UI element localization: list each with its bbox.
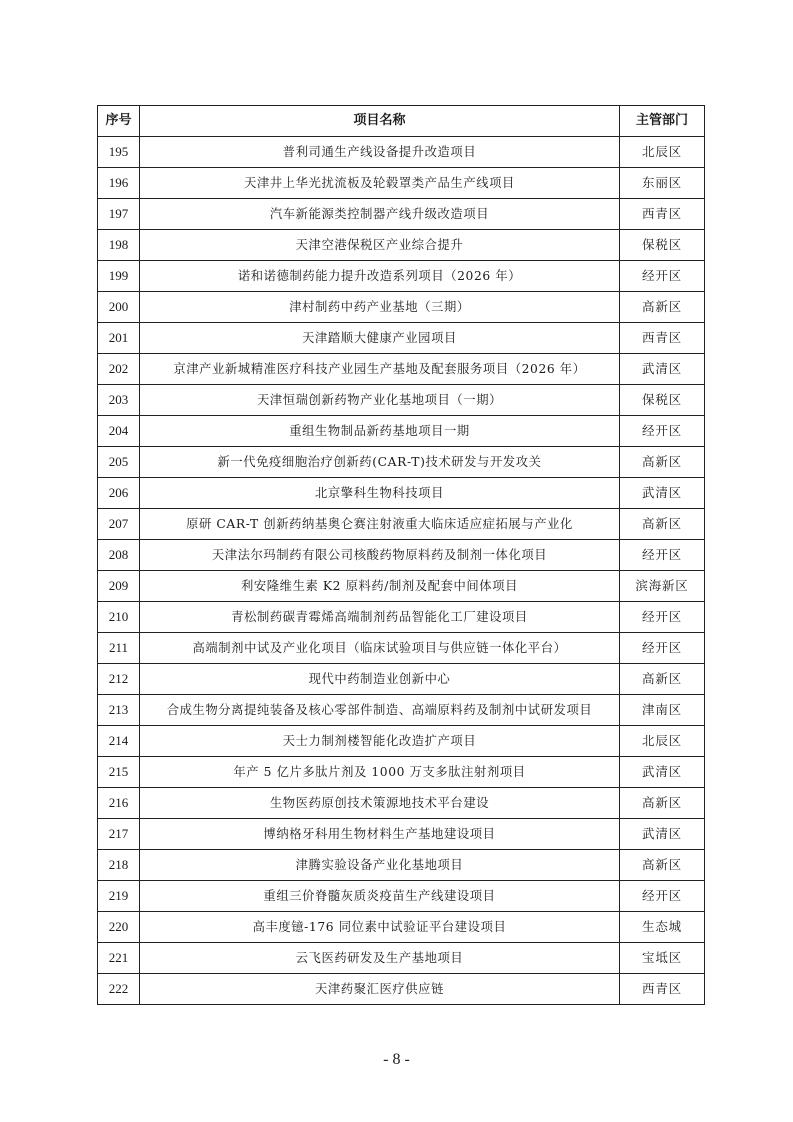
department-cell: 高新区 xyxy=(620,509,705,540)
serial-number-cell: 217 xyxy=(98,819,140,850)
department-cell: 经开区 xyxy=(620,261,705,292)
table-row xyxy=(98,788,705,819)
table-row xyxy=(98,509,705,540)
department-cell: 武清区 xyxy=(620,819,705,850)
serial-number-cell: 199 xyxy=(98,261,140,292)
department-cell: 高新区 xyxy=(620,788,705,819)
table-row xyxy=(98,199,705,230)
department-cell: 保税区 xyxy=(620,385,705,416)
table-row xyxy=(98,695,705,726)
serial-number-cell: 195 xyxy=(98,137,140,168)
department-cell: 经开区 xyxy=(620,602,705,633)
serial-number-cell: 208 xyxy=(98,540,140,571)
department-cell: 经开区 xyxy=(620,416,705,447)
department-cell: 宝坻区 xyxy=(620,943,705,974)
project-name-cell: 合成生物分离提纯装备及核心零部件制造、高端原料药及制剂中试研发项目 xyxy=(140,695,620,726)
department-cell: 高新区 xyxy=(620,447,705,478)
serial-number-cell: 206 xyxy=(98,478,140,509)
serial-number-cell: 222 xyxy=(98,974,140,1005)
department-cell: 西青区 xyxy=(620,323,705,354)
table-row xyxy=(98,943,705,974)
table-row xyxy=(98,974,705,1005)
table-row xyxy=(98,633,705,664)
serial-number-cell: 198 xyxy=(98,230,140,261)
serial-number-cell: 216 xyxy=(98,788,140,819)
table-row xyxy=(98,478,705,509)
project-name-cell: 重组三价脊髓灰质炎疫苗生产线建设项目 xyxy=(140,881,620,912)
department-cell: 经开区 xyxy=(620,881,705,912)
table-row xyxy=(98,850,705,881)
department-cell: 生态城 xyxy=(620,912,705,943)
serial-number-cell: 210 xyxy=(98,602,140,633)
header-project-name: 项目名称 xyxy=(140,106,620,137)
table-row xyxy=(98,292,705,323)
table-row xyxy=(98,819,705,850)
table-row xyxy=(98,416,705,447)
project-name-cell: 新一代免疫细胞治疗创新药(CAR-T)技术研发与开发攻关 xyxy=(140,447,620,478)
project-name-cell: 天津空港保税区产业综合提升 xyxy=(140,230,620,261)
project-name-cell: 普利司通生产线设备提升改造项目 xyxy=(140,137,620,168)
department-cell: 西青区 xyxy=(620,974,705,1005)
project-name-cell: 现代中药制造业创新中心 xyxy=(140,664,620,695)
serial-number-cell: 213 xyxy=(98,695,140,726)
serial-number-cell: 218 xyxy=(98,850,140,881)
project-name-cell: 青松制药碳青霉烯高端制剂药品智能化工厂建设项目 xyxy=(140,602,620,633)
table-row xyxy=(98,912,705,943)
table-row xyxy=(98,323,705,354)
project-name-cell: 高端制剂中试及产业化项目（临床试验项目与供应链一体化平台） xyxy=(140,633,620,664)
serial-number-cell: 220 xyxy=(98,912,140,943)
serial-number-cell: 200 xyxy=(98,292,140,323)
serial-number-cell: 205 xyxy=(98,447,140,478)
department-cell: 经开区 xyxy=(620,540,705,571)
serial-number-cell: 215 xyxy=(98,757,140,788)
department-cell: 东丽区 xyxy=(620,168,705,199)
serial-number-cell: 209 xyxy=(98,571,140,602)
department-cell: 西青区 xyxy=(620,199,705,230)
project-name-cell: 天津井上华光扰流板及轮毂罩类产品生产线项目 xyxy=(140,168,620,199)
project-name-cell: 诺和诺德制药能力提升改造系列项目（2026 年） xyxy=(140,261,620,292)
project-name-cell: 津村制药中药产业基地（三期） xyxy=(140,292,620,323)
header-department: 主管部门 xyxy=(620,106,705,137)
table-row xyxy=(98,881,705,912)
project-name-cell: 利安隆维生素 K2 原料药/制剂及配套中间体项目 xyxy=(140,571,620,602)
serial-number-cell: 204 xyxy=(98,416,140,447)
table-row xyxy=(98,726,705,757)
department-cell: 津南区 xyxy=(620,695,705,726)
department-cell: 高新区 xyxy=(620,664,705,695)
table-row xyxy=(98,664,705,695)
table-header xyxy=(98,106,705,137)
table-row xyxy=(98,168,705,199)
project-name-cell: 重组生物制品新药基地项目一期 xyxy=(140,416,620,447)
project-name-cell: 京津产业新城精准医疗科技产业园生产基地及配套服务项目（2026 年） xyxy=(140,354,620,385)
page-number: - 8 - xyxy=(383,1051,410,1068)
serial-number-cell: 197 xyxy=(98,199,140,230)
serial-number-cell: 207 xyxy=(98,509,140,540)
table-row xyxy=(98,540,705,571)
project-name-cell: 博纳格牙科用生物材料生产基地建设项目 xyxy=(140,819,620,850)
department-cell: 保税区 xyxy=(620,230,705,261)
table-row xyxy=(98,602,705,633)
project-name-cell: 云飞医药研发及生产基地项目 xyxy=(140,943,620,974)
serial-number-cell: 221 xyxy=(98,943,140,974)
department-cell: 武清区 xyxy=(620,478,705,509)
table-row xyxy=(98,354,705,385)
table-row xyxy=(98,230,705,261)
serial-number-cell: 203 xyxy=(98,385,140,416)
serial-number-cell: 201 xyxy=(98,323,140,354)
project-name-cell: 汽车新能源类控制器产线升级改造项目 xyxy=(140,199,620,230)
header-serial-number: 序号 xyxy=(98,106,140,137)
department-cell: 高新区 xyxy=(620,850,705,881)
department-cell: 经开区 xyxy=(620,633,705,664)
project-name-cell: 年产 5 亿片多肽片剂及 1000 万支多肽注射剂项目 xyxy=(140,757,620,788)
department-cell: 滨海新区 xyxy=(620,571,705,602)
department-cell: 北辰区 xyxy=(620,726,705,757)
project-name-cell: 高丰度镱-176 同位素中试验证平台建设项目 xyxy=(140,912,620,943)
project-name-cell: 天津恒瑞创新药物产业化基地项目（一期） xyxy=(140,385,620,416)
department-cell: 武清区 xyxy=(620,354,705,385)
serial-number-cell: 219 xyxy=(98,881,140,912)
department-cell: 北辰区 xyxy=(620,137,705,168)
serial-number-cell: 212 xyxy=(98,664,140,695)
project-name-cell: 天津踏顺大健康产业园项目 xyxy=(140,323,620,354)
table-row xyxy=(98,385,705,416)
project-name-cell: 原研 CAR-T 创新药纳基奥仑赛注射液重大临床适应症拓展与产业化 xyxy=(140,509,620,540)
serial-number-cell: 202 xyxy=(98,354,140,385)
project-name-cell: 天士力制剂楼智能化改造扩产项目 xyxy=(140,726,620,757)
header-row xyxy=(98,106,705,137)
table-row xyxy=(98,261,705,292)
project-name-cell: 生物医药原创技术策源地技术平台建设 xyxy=(140,788,620,819)
table-row xyxy=(98,137,705,168)
project-name-cell: 天津法尔玛制药有限公司核酸药物原料药及制剂一体化项目 xyxy=(140,540,620,571)
table-row xyxy=(98,757,705,788)
department-cell: 武清区 xyxy=(620,757,705,788)
project-name-cell: 天津药聚汇医疗供应链 xyxy=(140,974,620,1005)
table-row xyxy=(98,447,705,478)
department-cell: 高新区 xyxy=(620,292,705,323)
project-table xyxy=(97,105,705,1005)
serial-number-cell: 214 xyxy=(98,726,140,757)
table-body xyxy=(98,137,705,1005)
serial-number-cell: 211 xyxy=(98,633,140,664)
table-row xyxy=(98,571,705,602)
project-name-cell: 津腾实验设备产业化基地项目 xyxy=(140,850,620,881)
serial-number-cell: 196 xyxy=(98,168,140,199)
project-name-cell: 北京擎科生物科技项目 xyxy=(140,478,620,509)
